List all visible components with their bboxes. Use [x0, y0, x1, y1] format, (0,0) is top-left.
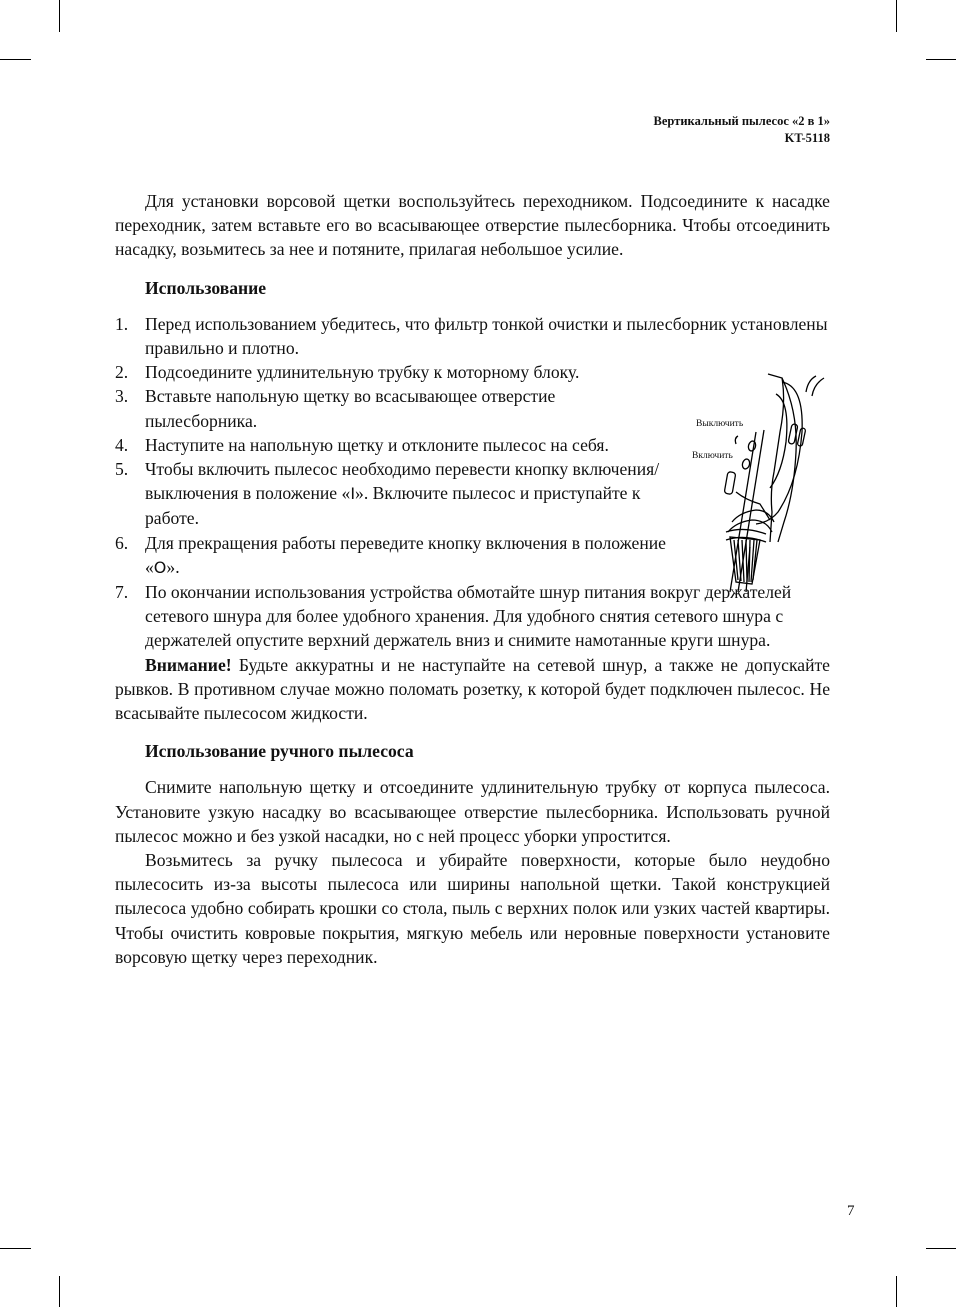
handheld-paragraph-2: Возьмитесь за ручку пылесоса и убирайте поверхности, которые было неудобно пылесосить из-за высоты пылесоса или ширины напольной щетки. Такой конструкцией пылесоса удобно собирать крошки со стола, пыль с верхних полок или узких частей квартиры. Чтобы очистить ковровые покрытия, мягкую мебель или неровные поверхности установите ворсовую щетку через переходник. [115, 850, 830, 967]
step-text-before: Для прекращения работы переведите кнопку включения в положение « [145, 532, 666, 577]
list-item [115, 433, 680, 457]
list-item [115, 360, 670, 384]
step-text-before: Чтобы включить пылесос необходимо перевести кнопку включения/выключения в положение « [145, 459, 660, 504]
step-number: 6. [115, 532, 129, 553]
crop-mark-top-right-horizontal [926, 59, 956, 60]
list-item [115, 457, 670, 531]
step-text: Наступите на напольную щетку и отклоните пылесос на себя. [145, 434, 609, 455]
page-number: 7 [847, 1203, 855, 1219]
step-number: 1. [115, 313, 129, 334]
step-text: По окончании использования устройства обмотайте шнур питания вокруг держателей сетевого шнура для более удобного хранения. Для удобного снятия сетевого шнура с держателей опустите верхний держатель вниз и снимите намотанные круги шнура. [145, 582, 792, 651]
handheld-paragraph-1: Снимите напольную щетку и отсоедините удлинительную трубку от корпуса пылесоса. Установите узкую насадку во всасывающее отверстие пылесборника. Использовать ручной пылесос можно и без узкой насадки, но с ней процесс уборки упростится. [115, 777, 830, 846]
crop-mark-bottom-right-horizontal [926, 1248, 956, 1249]
step-text: Вставьте напольную щетку во всасывающее отверстие пылесборника. [145, 386, 556, 431]
step-number: 7. [115, 582, 129, 603]
vacuum-drawing [686, 372, 830, 594]
header-model: KT-5118 [784, 131, 830, 145]
list-item [115, 531, 670, 580]
warning-label: Внимание! [145, 654, 232, 675]
step-number: 4. [115, 434, 129, 455]
crop-mark-top-right-vertical [896, 0, 897, 32]
list-item [115, 384, 670, 432]
handheld-heading: Использование ручного пылесоса [145, 741, 414, 762]
intro-paragraph: Для установки ворсовой щетки воспользуйтесь переходником. Подсоедините к насадке переходник, затем вставьте его во всасывающее отверстие пылесборника. Чтобы отсоединить насадку, возьмитесь за нее и потяните, прилагая небольшое усилие. [115, 191, 830, 260]
crop-mark-top-left-vertical [59, 0, 60, 32]
crop-mark-bottom-left-horizontal [0, 1248, 31, 1249]
step-text: Перед использованием убедитесь, что фильтр тонкой очистки и пылесборник установлены правильно и плотно. [145, 313, 828, 359]
crop-mark-bottom-left-vertical [59, 1276, 60, 1307]
step-number: 3. [115, 386, 129, 407]
crop-mark-bottom-right-vertical [896, 1276, 897, 1307]
crop-mark-top-left-horizontal [0, 59, 31, 60]
step-number: 2. [115, 362, 129, 383]
header-title: Вертикальный пылесос «2 в 1» [653, 114, 830, 128]
step-text-after: ». Включите пылесос и приступайте к работе. [145, 483, 641, 529]
usage-heading: Использование [145, 277, 267, 298]
switch-off-label: Выключить [696, 419, 744, 429]
switch-off-symbol: O [153, 557, 167, 577]
step-number: 5. [115, 459, 129, 480]
warning-paragraph [115, 653, 830, 726]
step-text: Подсоедините удлинительную трубку к моторному блоку. [145, 362, 580, 383]
step-text-after: ». [166, 556, 180, 577]
vacuum-switch-illustration [686, 372, 830, 594]
list-item [115, 312, 830, 360]
switch-on-label: Включить [692, 451, 733, 461]
warning-text: Будьте аккуратны и не наступайте на сетевой шнур, а также не допускайте рывков. В противном случае можно поломать розетку, к которой будет подключен пылесос. Не всасывайте пылесосом жидкости. [115, 654, 830, 724]
switch-on-symbol: I [350, 484, 356, 504]
running-header [654, 113, 830, 147]
